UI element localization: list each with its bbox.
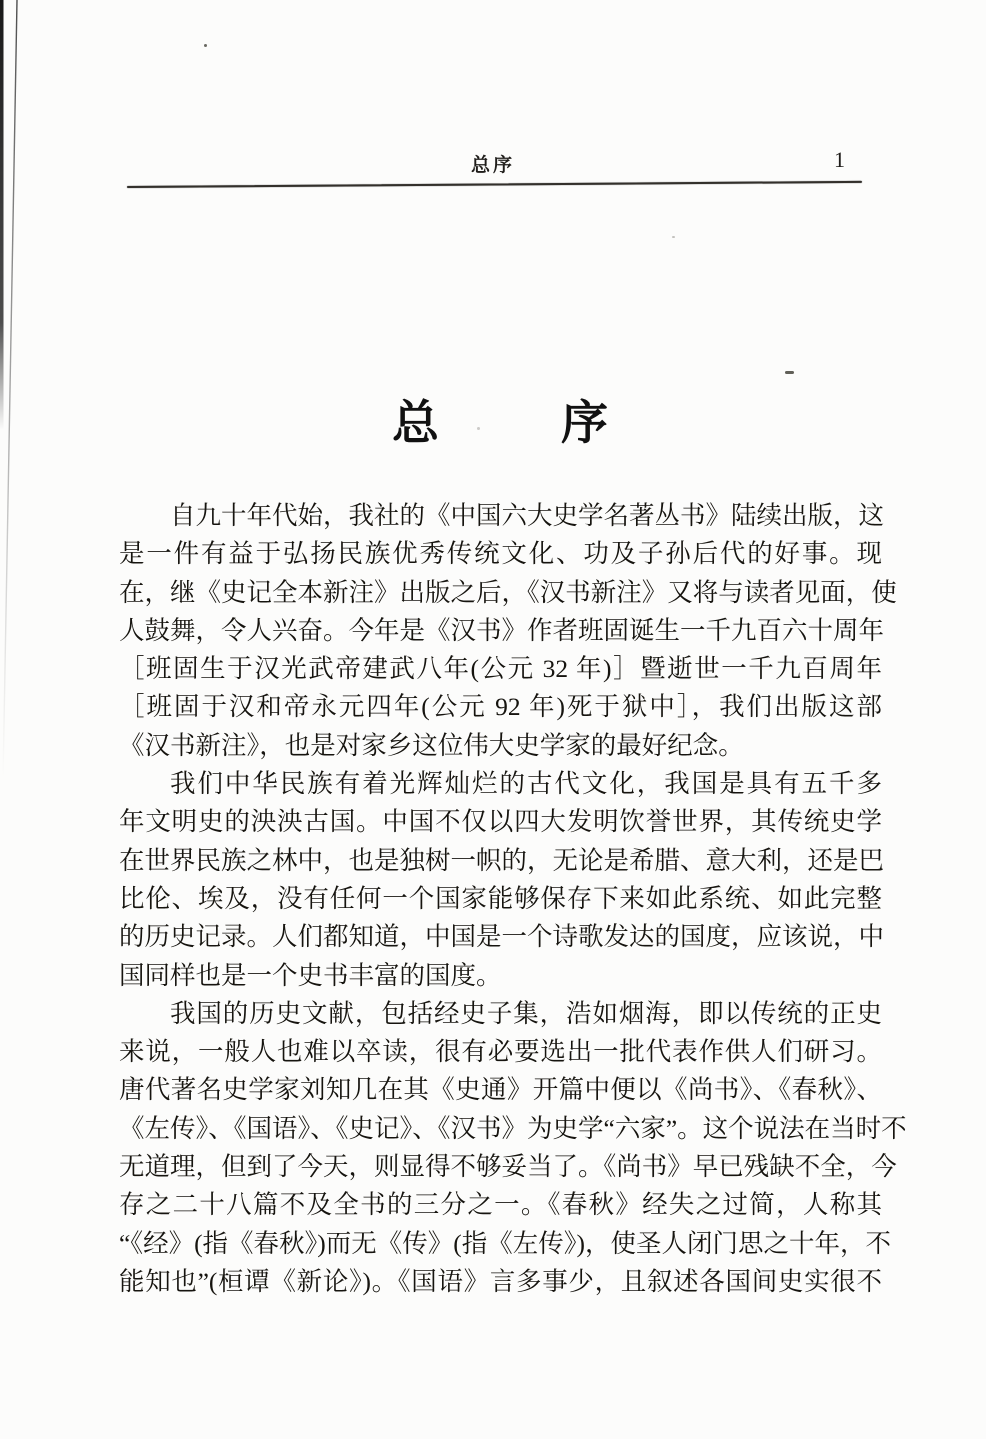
text-line: 人鼓舞，令人兴奋。今年是《汉书》作者班固诞生一千九百六十周年	[119, 615, 885, 645]
text-line: 《汉书新注》，也是对家乡这位伟大史学家的最好纪念。	[119, 730, 744, 760]
text-line: 年文明史的泱泱古国。中国不仅以四大发明饮誉世界，其传统史学	[119, 807, 882, 837]
scan-hairline	[3, 0, 17, 780]
scan-speck	[672, 236, 675, 238]
text-line: 是一件有益于弘扬民族优秀传统文化、功及子孙后代的好事。现	[119, 539, 882, 569]
text-line: 在，继《史记全本新注》出版之后，《汉书新注》又将与读者见面，使	[119, 577, 897, 607]
text-line: 《左传》、《国语》、《史记》、《汉书》为史学“六家”。这个说法在当时不	[119, 1113, 907, 1143]
page-number: 1	[834, 147, 845, 172]
text-line: 唐代著名史学家刘知几在其《史通》开篇中便以《尚书》、《春秋》、	[119, 1075, 882, 1105]
text-line: 比伦、埃及，没有任何一个国家能够保存下来如此系统、如此完整	[119, 883, 882, 913]
text-line: ［班固于汉和帝永元四年(公元 92 年)死于狱中］，我们出版这部	[119, 692, 882, 722]
text-line: 能知也”(桓谭《新论》)。《国语》言多事少，且叙述各国间史实很不	[119, 1266, 882, 1296]
chapter-title-char: 总	[392, 396, 439, 451]
header-rule	[127, 181, 862, 188]
page-edge-shadow	[0, 0, 4, 430]
text-line: 我们中华民族有着光辉灿烂的古代文化，我国是具有五千多	[170, 769, 882, 799]
chapter-title-char: 序	[561, 396, 608, 451]
text-line: ［班固生于汉光武帝建武八年(公元 32 年)］暨逝世一千九百周年	[119, 654, 882, 684]
text-line: 的历史记录。人们都知道，中国是一个诗歌发达的国度，应该说，中	[119, 922, 885, 952]
text-line: 自九十年代始，我社的《中国六大史学名著丛书》陆续出版，这	[170, 501, 885, 530]
text-line: 存之二十八篇不及全书的三分之一。《春秋》经失之过简，人称其	[119, 1190, 882, 1220]
scan-speck	[785, 371, 794, 374]
body-text	[119, 497, 907, 1301]
text-line: 在世界民族之林中，也是独树一帜的，无论是希腊、意大利，还是巴	[119, 845, 885, 875]
chapter-title	[118, 396, 882, 451]
text-line: 我国的历史文献，包括经史子集，浩如烟海，即以传统的正史	[170, 998, 882, 1028]
text-line: “《经》(指《春秋》)而无《传》(指《左传》)，使圣人闭门思之十年，不	[119, 1228, 892, 1258]
text-line: 来说，一般人也难以卒读，很有必要选出一批代表作供人们研习。	[119, 1037, 882, 1067]
scan-speck	[204, 44, 207, 47]
running-header-title: 总序	[470, 154, 515, 176]
text-line: 国同样也是一个史书丰富的国度。	[119, 960, 502, 990]
text-line: 无道理，但到了今天，则显得不够妥当了。《尚书》早已残缺不全，今	[119, 1152, 897, 1182]
